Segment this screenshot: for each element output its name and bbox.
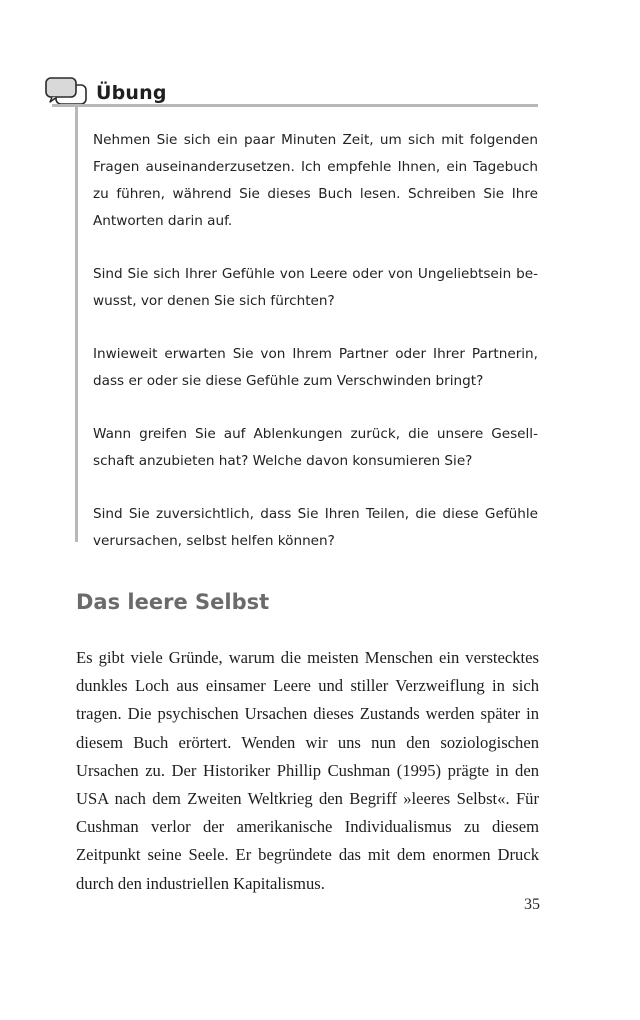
body-text: [76, 644, 539, 898]
page-number: 35: [524, 896, 540, 913]
exercise-paragraph: Nehmen Sie sich ein paar Minuten Zeit, um sich mit folgenden Fragen auseinanderzusetzen. Ich empfehle Ihnen, ein Tagebuch zu führen, während Sie dieses Buch lesen. Schreiben Sie Ihre Antworten darin auf.: [93, 132, 538, 229]
exercise-top-rule: [52, 104, 538, 107]
section-heading: Das leere Selbst: [76, 590, 270, 614]
body-paragraph: Es gibt viele Gründe, warum die meisten Menschen ein verstecktes dunkles Loch aus einsamer Leere und stiller Verzweiflung in sich tragen. Die psychischen Ursachen dieses Zustands werden später in diesem Buch erörtert. Wenden wir uns nun den soziologischen Ursachen zu. Der Historiker Phillip Cushman (1995) prägte in den USA nach dem Zweiten Weltkrieg den Begriff »leeres Selbst«. Für Cushman verlor der amerikanische Individualismus zu diesem Zeitpunkt seine Seele. Er begründete das mit dem enormen Druck durch den industriellen Kapitalismus.: [76, 648, 539, 893]
exercise-question: Sind Sie sich Ihrer Gefühle von Leere oder von Ungeliebtsein bewusst, vor denen Sie sich fürchten?: [93, 266, 538, 309]
exercise-side-rule: [75, 106, 78, 542]
exercise-question: Sind Sie zuversichtlich, dass Sie Ihren Teilen, die diese Gefühle verursachen, selbst helfen können?: [93, 506, 538, 549]
exercise-body: [93, 127, 538, 581]
exercise-question: Inwieweit erwarten Sie von Ihrem Partner oder Ihrer Partnerin, dass er oder sie diese Gefühle zum Verschwinden bringt?: [93, 346, 538, 389]
exercise-question: Wann greifen Sie auf Ablenkungen zurück, die unsere Gesellschaft anzubieten hat? Welche davon konsumieren Sie?: [93, 426, 538, 469]
exercise-title: Übung: [96, 82, 167, 104]
exercise-header: [44, 72, 538, 108]
speech-bubbles-icon: [44, 76, 88, 106]
